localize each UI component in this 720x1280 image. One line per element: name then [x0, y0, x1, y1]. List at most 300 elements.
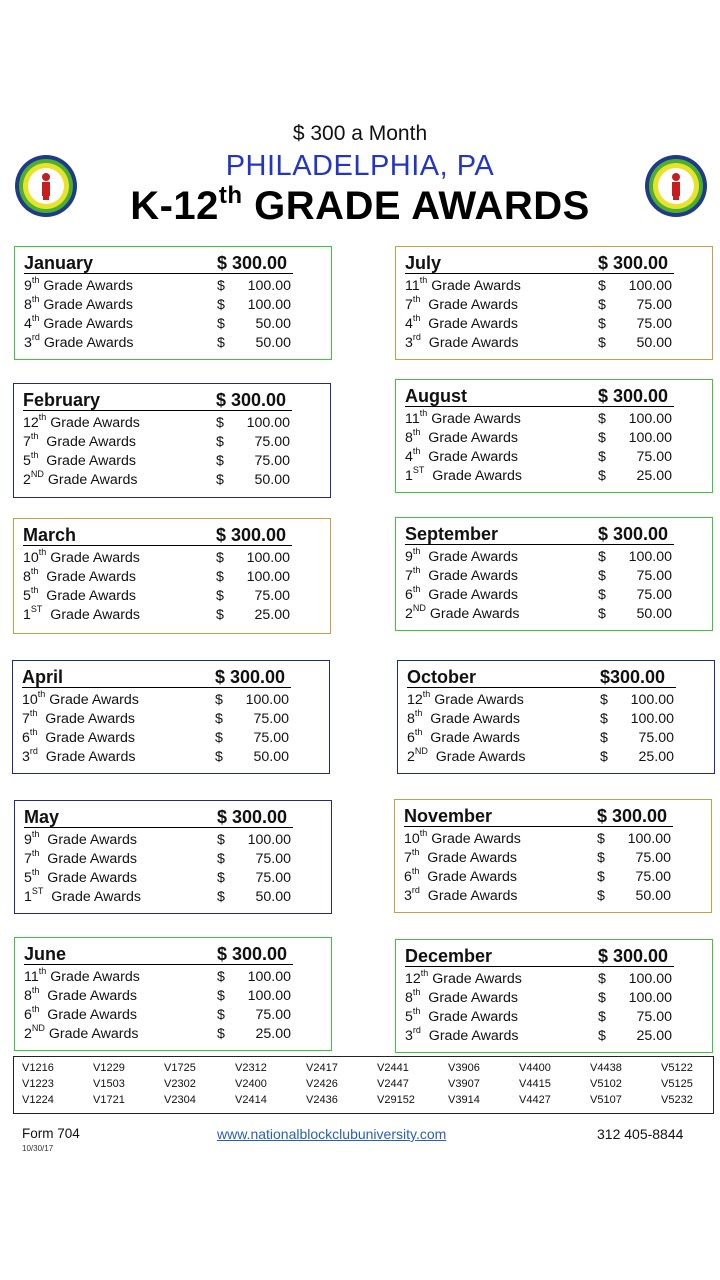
award-label: Grade Awards — [38, 434, 136, 450]
grade-number: 3 — [22, 749, 30, 765]
vendor-code: V29152 — [377, 1094, 415, 1106]
award-row — [405, 565, 518, 584]
award-label: Grade Awards — [420, 1028, 519, 1044]
dollar-sign: $ — [217, 278, 225, 294]
grade-number: 2 — [407, 749, 415, 765]
grade-number: 12 — [407, 692, 423, 708]
award-label: Grade Awards — [420, 335, 519, 351]
dollar-sign: $ — [598, 990, 606, 1006]
grade-number: 5 — [405, 1009, 413, 1025]
award-row — [405, 313, 518, 332]
dollar-sign: $ — [216, 415, 224, 431]
grade-suffix: th — [422, 689, 431, 699]
month-total: $ 300.00 — [598, 253, 669, 273]
grade-number: 7 — [24, 851, 32, 867]
award-row — [24, 1023, 139, 1042]
grade-number: 5 — [24, 870, 32, 886]
award-row — [405, 546, 518, 565]
month-total: $ 300.00 — [217, 807, 288, 827]
header-underline — [405, 544, 674, 545]
award-amount: 100.00 — [247, 832, 291, 848]
award-row — [405, 294, 518, 313]
grade-suffix: th — [412, 427, 421, 437]
grade-suffix: th — [419, 275, 428, 285]
award-amount: 75.00 — [636, 1009, 672, 1025]
month-name: November — [404, 806, 493, 826]
grade-number: 8 — [24, 297, 32, 313]
vendor-code: V1721 — [93, 1094, 125, 1106]
award-label: Grade Awards — [43, 472, 138, 488]
award-amount: 100.00 — [628, 278, 672, 294]
award-row — [24, 985, 137, 1004]
website-link[interactable]: www.nationalblockclubuniversity.com — [217, 1126, 447, 1142]
dollar-sign: $ — [597, 888, 605, 904]
header-underline — [24, 273, 293, 274]
grade-suffix: th — [31, 829, 40, 839]
award-label: Grade Awards — [46, 550, 140, 566]
award-label: Grade Awards — [428, 971, 522, 987]
grade-suffix: th — [38, 412, 47, 422]
page-title — [0, 184, 720, 229]
dollar-sign: $ — [598, 606, 606, 622]
grade-suffix: ND — [31, 1023, 45, 1033]
grade-suffix: th — [31, 275, 40, 285]
award-row — [23, 412, 140, 431]
award-amount: 50.00 — [253, 749, 289, 765]
grade-suffix: th — [419, 828, 428, 838]
month-name: January — [24, 253, 94, 273]
vendor-code: V2426 — [306, 1078, 338, 1090]
award-amount: 75.00 — [636, 449, 672, 465]
award-amount: 50.00 — [254, 472, 290, 488]
dollar-sign: $ — [215, 730, 223, 746]
award-label: Grade Awards — [39, 316, 133, 332]
grade-number: 4 — [24, 316, 32, 332]
title-rest: GRADE AWARDS — [242, 184, 590, 228]
dollar-sign: $ — [598, 278, 606, 294]
grade-suffix: ST — [31, 886, 44, 896]
award-row — [24, 275, 133, 294]
grade-suffix: th — [419, 408, 428, 418]
grade-suffix: th — [38, 547, 47, 557]
grade-number: 8 — [23, 569, 31, 585]
dollar-sign: $ — [598, 335, 606, 351]
grade-number: 11 — [405, 411, 420, 427]
award-amount: 100.00 — [246, 550, 290, 566]
grade-number: 10 — [22, 692, 38, 708]
award-amount: 75.00 — [253, 711, 289, 727]
month-box-may — [14, 800, 332, 914]
dollar-sign: $ — [217, 1007, 225, 1023]
grade-suffix: rd — [411, 885, 420, 895]
award-amount: 100.00 — [246, 569, 290, 585]
award-row — [404, 828, 521, 847]
dollar-sign: $ — [216, 550, 224, 566]
grade-number: 1 — [23, 607, 31, 623]
award-label: Grade Awards — [425, 606, 520, 622]
award-amount: 75.00 — [254, 453, 290, 469]
vendor-code: V2302 — [164, 1078, 196, 1090]
grade-number: 4 — [405, 449, 413, 465]
month-box-june — [14, 937, 332, 1051]
award-amount: 75.00 — [255, 1007, 291, 1023]
award-label: Grade Awards — [44, 1026, 139, 1042]
award-label: Grade Awards — [39, 832, 137, 848]
dollar-sign: $ — [598, 1028, 606, 1044]
dollar-sign: $ — [217, 969, 225, 985]
grade-number: 7 — [404, 850, 412, 866]
header-city: PHILADELPHIA, PA — [225, 150, 495, 182]
award-amount: 100.00 — [246, 415, 290, 431]
month-box-october — [397, 660, 715, 774]
dollar-sign: $ — [216, 607, 224, 623]
vendor-code: V4438 — [590, 1062, 622, 1074]
grade-number: 4 — [405, 316, 413, 332]
award-label: Grade Awards — [37, 730, 135, 746]
award-amount: 75.00 — [253, 730, 289, 746]
award-label: Grade Awards — [427, 749, 526, 765]
header-underline — [405, 966, 674, 967]
award-row — [405, 465, 522, 484]
month-box-july — [395, 246, 713, 360]
award-amount: 50.00 — [635, 888, 671, 904]
dollar-sign: $ — [217, 316, 225, 332]
dollar-sign: $ — [215, 692, 223, 708]
dollar-sign: $ — [598, 297, 606, 313]
grade-suffix: th — [30, 585, 39, 595]
award-amount: 50.00 — [255, 335, 291, 351]
award-row — [22, 746, 136, 765]
grade-suffix: ND — [30, 469, 44, 479]
vendor-code: V1503 — [93, 1078, 125, 1090]
award-label: Grade Awards — [420, 1009, 518, 1025]
grade-number: 6 — [405, 587, 413, 603]
dollar-sign: $ — [597, 850, 605, 866]
grade-suffix: th — [420, 968, 429, 978]
header-underline — [23, 545, 292, 546]
dollar-sign: $ — [217, 870, 225, 886]
month-total: $ 300.00 — [598, 524, 669, 544]
dollar-sign: $ — [215, 749, 223, 765]
grade-number: 7 — [405, 568, 413, 584]
month-box-february — [13, 383, 331, 498]
award-amount: 75.00 — [255, 851, 291, 867]
month-box-december — [395, 939, 713, 1053]
dollar-sign: $ — [598, 1009, 606, 1025]
grade-suffix: th — [38, 966, 47, 976]
award-label: Grade Awards — [38, 569, 136, 585]
grade-number: 3 — [405, 335, 413, 351]
grade-number: 9 — [24, 278, 32, 294]
grade-suffix: th — [412, 987, 421, 997]
dollar-sign: $ — [216, 434, 224, 450]
seal-icon-right — [645, 155, 707, 217]
award-amount: 25.00 — [636, 468, 672, 484]
award-label: Grade Awards — [37, 749, 136, 765]
grade-suffix: rd — [412, 332, 421, 342]
award-amount: 75.00 — [254, 588, 290, 604]
award-row — [405, 1006, 518, 1025]
month-box-march — [13, 518, 331, 634]
vendor-code: V2400 — [235, 1078, 267, 1090]
vendor-code: V2441 — [377, 1062, 409, 1074]
grade-suffix: th — [30, 431, 39, 441]
award-row — [22, 708, 135, 727]
award-amount: 75.00 — [635, 869, 671, 885]
grade-suffix: ND — [414, 746, 428, 756]
award-label: Grade Awards — [39, 870, 137, 886]
grade-suffix: th — [30, 566, 39, 576]
dollar-sign: $ — [217, 335, 225, 351]
award-label: Grade Awards — [39, 297, 133, 313]
award-amount: 75.00 — [636, 587, 672, 603]
dollar-sign: $ — [216, 569, 224, 585]
dollar-sign: $ — [216, 472, 224, 488]
grade-suffix: rd — [412, 1025, 421, 1035]
vendor-code: V2304 — [164, 1094, 196, 1106]
award-row — [405, 332, 519, 351]
vendor-code: V1229 — [93, 1062, 125, 1074]
dollar-sign: $ — [215, 711, 223, 727]
award-amount: 100.00 — [627, 831, 671, 847]
grade-number: 11 — [24, 969, 39, 985]
award-amount: 50.00 — [255, 316, 291, 332]
seal-icon-left — [15, 155, 77, 217]
grade-suffix: th — [31, 867, 40, 877]
vendor-code: V1216 — [22, 1062, 54, 1074]
grade-number: 8 — [24, 988, 32, 1004]
grade-number: 5 — [23, 588, 31, 604]
award-row — [407, 727, 520, 746]
grade-number: 11 — [405, 278, 420, 294]
award-row — [23, 450, 136, 469]
dollar-sign: $ — [600, 730, 608, 746]
grade-number: 6 — [407, 730, 415, 746]
grade-number: 1 — [24, 889, 32, 905]
month-box-august — [395, 379, 713, 493]
dollar-sign: $ — [217, 851, 225, 867]
month-name: August — [405, 386, 467, 406]
award-row — [24, 1004, 137, 1023]
award-row — [22, 727, 135, 746]
award-row — [405, 427, 518, 446]
award-label: Grade Awards — [45, 692, 139, 708]
month-total: $ 300.00 — [598, 946, 669, 966]
award-label: Grade Awards — [420, 990, 518, 1006]
header-underline — [24, 827, 293, 828]
grade-suffix: th — [29, 727, 38, 737]
grade-suffix: rd — [31, 332, 40, 342]
month-total: $ 300.00 — [215, 667, 286, 687]
month-name: May — [24, 807, 60, 827]
grade-suffix: th — [414, 727, 423, 737]
grade-number: 1 — [405, 468, 413, 484]
grade-number: 10 — [23, 550, 39, 566]
grade-suffix: th — [412, 313, 421, 323]
grade-number: 7 — [405, 297, 413, 313]
vendor-code: V5232 — [661, 1094, 693, 1106]
award-label: Grade Awards — [422, 730, 520, 746]
vendor-code: V5102 — [590, 1078, 622, 1090]
header-underline — [22, 687, 291, 688]
vendor-code: V3906 — [448, 1062, 480, 1074]
grade-number: 2 — [405, 606, 413, 622]
vendor-code: V2414 — [235, 1094, 267, 1106]
grade-number: 7 — [22, 711, 30, 727]
grade-suffix: th — [31, 848, 40, 858]
award-amount: 100.00 — [247, 278, 291, 294]
award-amount: 75.00 — [255, 870, 291, 886]
grade-suffix: th — [412, 584, 421, 594]
grade-suffix: th — [29, 708, 38, 718]
award-amount: 25.00 — [254, 607, 290, 623]
award-amount: 25.00 — [636, 1028, 672, 1044]
vendor-code: V4400 — [519, 1062, 551, 1074]
dollar-sign: $ — [217, 297, 225, 313]
grade-number: 10 — [404, 831, 420, 847]
award-row — [23, 547, 140, 566]
award-row — [407, 746, 526, 765]
dollar-sign: $ — [217, 1026, 225, 1042]
award-row — [405, 1025, 519, 1044]
award-label: Grade Awards — [46, 415, 140, 431]
dollar-sign: $ — [598, 549, 606, 565]
award-amount: 100.00 — [628, 990, 672, 1006]
award-label: Grade Awards — [422, 711, 520, 727]
header-underline — [407, 687, 676, 688]
award-row — [24, 966, 140, 985]
award-row — [407, 708, 520, 727]
award-row — [405, 275, 521, 294]
month-total: $ 300.00 — [216, 525, 287, 545]
dollar-sign: $ — [217, 889, 225, 905]
award-row — [405, 408, 521, 427]
award-label: Grade Awards — [420, 297, 518, 313]
award-amount: 100.00 — [630, 711, 674, 727]
grade-number: 8 — [405, 430, 413, 446]
month-name: July — [405, 253, 442, 273]
grade-number: 9 — [24, 832, 32, 848]
award-label: Grade Awards — [37, 711, 135, 727]
dollar-sign: $ — [216, 588, 224, 604]
grade-suffix: th — [412, 565, 421, 575]
award-label: Grade Awards — [420, 587, 518, 603]
dollar-sign: $ — [598, 971, 606, 987]
award-label: Grade Awards — [420, 430, 518, 446]
award-amount: 25.00 — [638, 749, 674, 765]
grade-suffix: ST — [30, 604, 43, 614]
award-amount: 100.00 — [628, 411, 672, 427]
award-label: Grade Awards — [427, 278, 521, 294]
award-label: Grade Awards — [39, 1007, 137, 1023]
month-name: September — [405, 524, 499, 544]
grade-suffix: ND — [412, 603, 426, 613]
award-label: Grade Awards — [427, 831, 521, 847]
grade-number: 12 — [405, 971, 421, 987]
phone-number: 312 405-8844 — [597, 1126, 684, 1142]
award-label: Grade Awards — [420, 549, 518, 565]
grade-suffix: th — [31, 1004, 40, 1014]
award-label: Grade Awards — [420, 568, 518, 584]
award-label: Grade Awards — [427, 411, 521, 427]
grade-number: 8 — [407, 711, 415, 727]
grade-number: 6 — [24, 1007, 32, 1023]
month-total: $ 300.00 — [216, 390, 287, 410]
grade-suffix: th — [412, 294, 421, 304]
award-row — [23, 566, 136, 585]
grade-suffix: th — [31, 313, 40, 323]
grade-suffix: ST — [412, 465, 425, 475]
grade-suffix: th — [37, 689, 46, 699]
grade-suffix: th — [31, 294, 40, 304]
award-row — [24, 332, 134, 351]
grade-number: 2 — [23, 472, 31, 488]
vendor-code: V4415 — [519, 1078, 551, 1090]
award-label: Grade Awards — [419, 888, 518, 904]
award-label: Grade Awards — [42, 607, 140, 623]
vendor-code: V1725 — [164, 1062, 196, 1074]
dollar-sign: $ — [600, 749, 608, 765]
award-row — [24, 313, 133, 332]
month-box-april — [12, 660, 330, 774]
dollar-sign: $ — [598, 411, 606, 427]
award-row — [24, 848, 137, 867]
dollar-sign: $ — [217, 832, 225, 848]
award-row — [24, 829, 137, 848]
month-name: October — [407, 667, 477, 687]
award-amount: 100.00 — [628, 430, 672, 446]
vendor-code: V1224 — [22, 1094, 54, 1106]
grade-suffix: th — [30, 450, 39, 460]
header-underline — [404, 826, 673, 827]
grade-number: 8 — [405, 990, 413, 1006]
month-name: February — [23, 390, 101, 410]
award-row — [23, 431, 136, 450]
vendor-code: V5125 — [661, 1078, 693, 1090]
award-row — [405, 584, 518, 603]
grade-suffix: rd — [29, 746, 38, 756]
award-row — [23, 604, 140, 623]
award-amount: 25.00 — [255, 1026, 291, 1042]
award-amount: 75.00 — [635, 850, 671, 866]
grade-number: 3 — [404, 888, 412, 904]
grade-suffix: th — [411, 866, 420, 876]
vendor-code: V4427 — [519, 1094, 551, 1106]
award-row — [405, 603, 520, 622]
grade-number: 2 — [24, 1026, 32, 1042]
award-amount: 100.00 — [247, 969, 291, 985]
month-box-november — [394, 799, 712, 913]
vendor-code: V3907 — [448, 1078, 480, 1090]
vendor-codes-table — [13, 1056, 714, 1114]
header-underline — [405, 406, 674, 407]
award-row — [22, 689, 139, 708]
award-amount: 75.00 — [636, 297, 672, 313]
vendor-code: V3914 — [448, 1094, 480, 1106]
award-amount: 75.00 — [638, 730, 674, 746]
award-amount: 100.00 — [247, 297, 291, 313]
dollar-sign: $ — [598, 568, 606, 584]
vendor-code: V2436 — [306, 1094, 338, 1106]
vendor-code: V5107 — [590, 1094, 622, 1106]
award-amount: 75.00 — [636, 568, 672, 584]
award-row — [24, 886, 141, 905]
vendor-code: V2312 — [235, 1062, 267, 1074]
award-amount: 100.00 — [247, 988, 291, 1004]
award-row — [23, 469, 138, 488]
award-label: Grade Awards — [39, 335, 134, 351]
grade-number: 3 — [24, 335, 32, 351]
